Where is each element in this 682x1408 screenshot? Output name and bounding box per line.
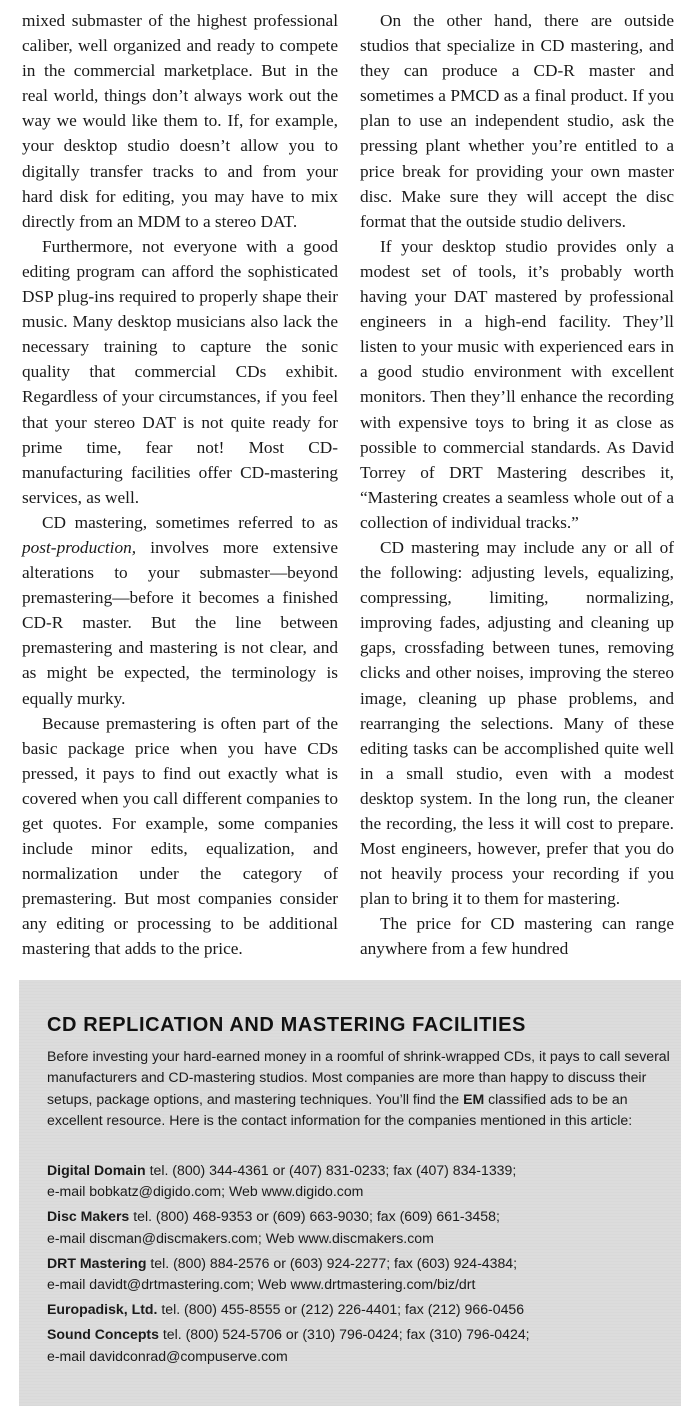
- company-contact: e-mail bobkatz@digido.com; Web www.digido.com: [47, 1183, 364, 1200]
- text-run: classified ads to be an excellent resource. Here is the contact information for the companies mentioned in this article:: [47, 1090, 633, 1128]
- company-name: Sound Concepts: [47, 1326, 159, 1343]
- magazine-abbrev: EM: [463, 1090, 485, 1107]
- company-name: Digital Domain: [47, 1162, 146, 1178]
- article-left-column: [22, 8, 338, 962]
- paragraph: CD mastering may include any or all of the following: adjusting levels, equalizing, compressing, limiting, normalizing, improving fades, adjusting and cleaning up gaps, crossfading between tunes, removing clicks and other noises, improving the stereo image, cleaning up phase problems, and rearranging the selections. Many of these editing tasks can be accomplished quite well in a small studio, even with a modest desktop system. In the long run, the cleaner the recording, the less it will cost to prepare. Most engineers, however, prefer that you do not heavily process your recording if you plan to bring it to them for mastering.: [360, 537, 674, 909]
- company-details: tel. (800) 455-8555 or (212) 226-4401; fax (212) 966-0456: [161, 1301, 525, 1318]
- sidebar-intro: [47, 1046, 671, 1131]
- company-details: tel. (800) 524-5706 or (310) 796-0424; fax (310) 796-0424;: [162, 1326, 530, 1343]
- paragraph: The price for CD mastering can range anywhere from a few hundred: [360, 914, 674, 959]
- company-entry: [47, 1324, 677, 1366]
- text-run: involves more extensive alterations to your submaster—beyond premastering—before it becomes a finished CD-R master. But the line between premastering and mastering is not clear, and as might be expected, the terminology is equally murky.: [22, 537, 338, 708]
- company-name: Disc Makers: [47, 1208, 130, 1225]
- paragraph: mixed submaster of the highest professional caliber, well organized and ready to compete in the commercial marketplace. But in the real world, things don’t always work out the way we would like them to. If, for example, your desktop studio doesn’t allow you to digitally transfer tracks to and from your hard disk for editing, you may have to mix directly from an MDM to a stereo DAT.: [22, 11, 338, 231]
- sidebar-title: CD REPLICATION AND MASTERING FACILITIES: [47, 1014, 526, 1036]
- company-entry: [47, 1299, 677, 1320]
- company-entry: [47, 1253, 677, 1295]
- paragraph: On the other hand, there are outside studios that specialize in CD mastering, and they can produce a CD-R master and sometimes a PMCD as a final product. If you plan to use an independent studio, ask the pressing plant whether you’re entitled to a price break for providing your own master disc. Make sure they will accept the disc format that the outside studio delivers.: [360, 11, 674, 231]
- company-list: [47, 1160, 677, 1371]
- company-contact: e-mail discman@discmakers.com; Web www.discmakers.com: [47, 1229, 434, 1246]
- italic-term: post-production,: [22, 537, 137, 557]
- facilities-sidebar: [19, 980, 681, 1406]
- paragraph: If your desktop studio provides only a modest set of tools, it’s probably worth having your DAT mastered by professional engineers in a high-end facility. They’ll listen to your music with experienced ears in a good studio environment with excellent monitors. Then they’ll enhance the recording with expensive toys to bring it as close as possible to commercial standards. As David Torrey of DRT Mastering describes it, “Mastering creates a seamless whole out of a collection of individual tracks.”: [360, 236, 674, 532]
- company-contact: e-mail davidt@drtmastering.com; Web www.drtmastering.com/biz/drt: [47, 1276, 476, 1293]
- company-details: tel. (800) 884-2576 or (603) 924-2277; fax (603) 924-4384;: [150, 1254, 518, 1271]
- company-contact: e-mail davidconrad@compuserve.com: [47, 1347, 288, 1364]
- article-right-column: [360, 8, 674, 962]
- company-entry: [47, 1206, 677, 1248]
- paragraph: [22, 510, 338, 711]
- company-name: DRT Mastering: [47, 1254, 147, 1271]
- paragraph: Because premastering is often part of the basic package price when you have CDs pressed, it pays to find out exactly what is covered when you call different companies to get quotes. For example, some companies include minor edits, equalization, and normalization under the category of premastering. But most companies consider any editing or processing to be additional mastering that adds to the price.: [22, 713, 338, 959]
- company-details: tel. (800) 468-9353 or (609) 663-9030; fax (609) 661-3458;: [133, 1208, 500, 1225]
- text-run: CD mastering, sometimes referred to as: [42, 512, 338, 532]
- company-name: Europadisk, Ltd.: [47, 1301, 158, 1318]
- company-details: tel. (800) 344-4361 or (407) 831-0233; fax (407) 834-1339;: [149, 1162, 517, 1178]
- paragraph: Furthermore, not everyone with a good editing program can afford the sophisticated DSP plug-ins required to properly shape their music. Many desktop musicians also lack the necessary training to capture the sonic quality that commercial CDs exhibit. Regardless of your circumstances, if you feel that your stereo DAT is not quite ready for prime time, fear not! Most CD-manufacturing facilities offer CD-mastering services, as well.: [22, 236, 338, 507]
- company-entry: [47, 1160, 677, 1202]
- text-run: Before investing your hard-earned money in a roomful of shrink-wrapped CDs, it pays to call several manufacturers and CD-mastering studios. Most companies are more than happy to discuss their setups, package options, and mastering techniques. You’ll find the: [47, 1048, 670, 1107]
